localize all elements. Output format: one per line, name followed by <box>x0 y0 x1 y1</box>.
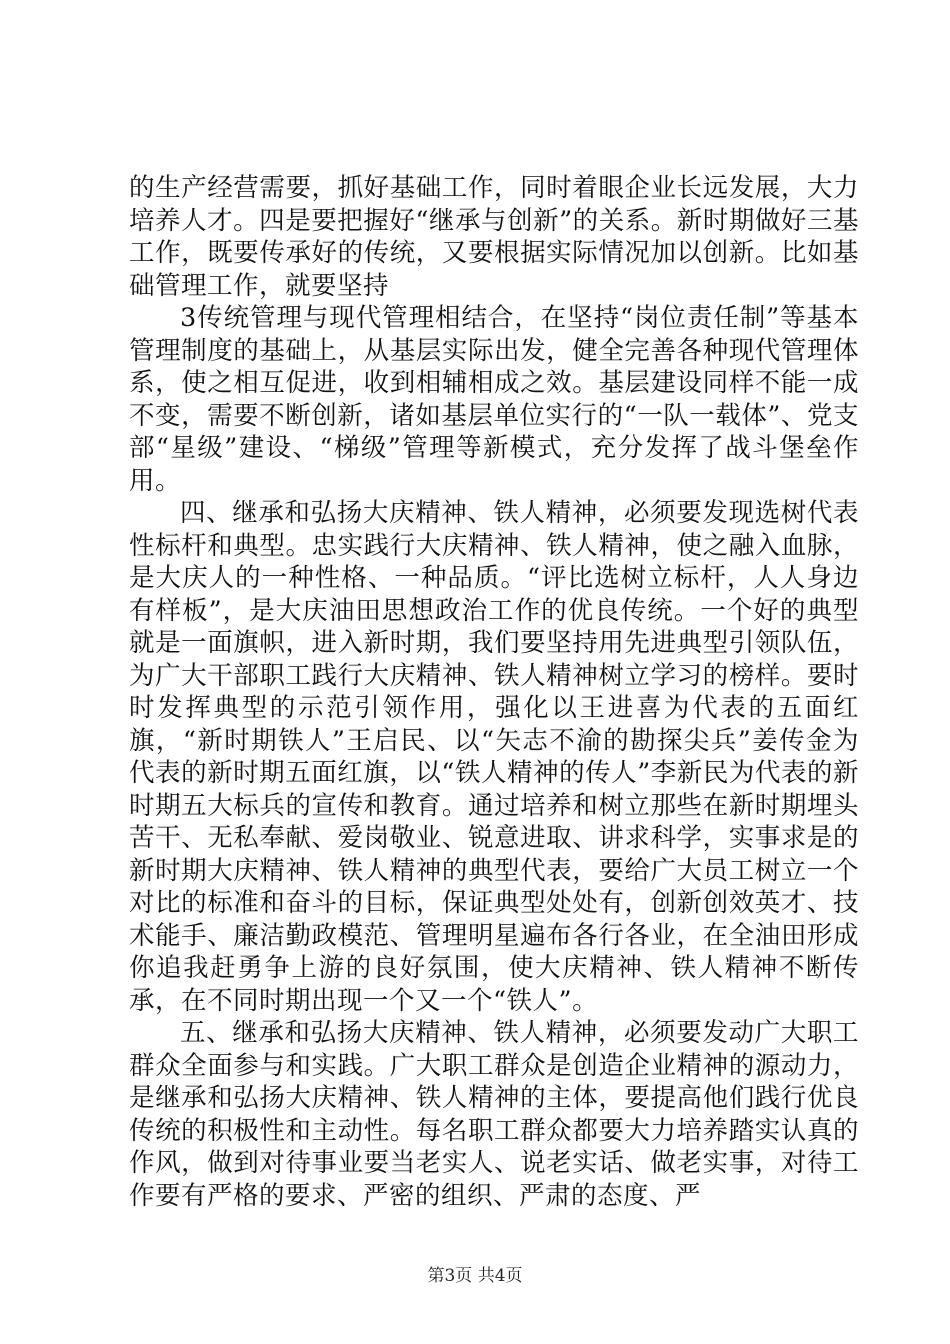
paragraph: 五、继承和弘扬大庆精神、铁人精神，必须要发动广大职工群众全面参与和实践。广大职工群众是创造企业精神的源动力，是继承和弘扬大庆精神、铁人精神的主体，要提高他们践行优良传统的积极性和主动性。每名职工群众都要大力培养踏实认真的作风，做到对待事业要当老实人、说老实话、做老实事，对待工作要有严格的要求、严密的组织、严肃的态度、严 <box>129 1018 859 1211</box>
document-body <box>129 172 859 1212</box>
paragraph: 的生产经营需要，抓好基础工作，同时着眼企业长远发展，大力培养人才。四是要把握好“继承与创新”的关系。新时期做好三基工作，既要传承好的传统，又要根据实际情况加以创新。比如基础管理工作，就要坚持 <box>129 173 859 301</box>
paragraph: 四、继承和弘扬大庆精神、铁人精神，必须要发现选树代表性标杆和典型。忠实践行大庆精神、铁人精神，使之融入血脉，是大庆人的一种性格、一种品质。“评比选树立标杆，人人身边有样板”，是大庆油田思想政治工作的优良传统。一个好的典型就是一面旗帜，进入新时期，我们要坚持用先进典型引领队伍，为广大干部职工践行大庆精神、铁人精神树立学习的榜样。要时时发挥典型的示范引领作用，强化以王进喜为代表的五面红旗，“新时期铁人”王启民、以“矢志不渝的勘探尖兵”姜传金为代表的新时期五面红旗，以“铁人精神的传人”李新民为代表的新时期五大标兵的宣传和教育。通过培养和树立那些在新时期埋头苦干、无私奉献、爱岗敬业、锐意进取、讲求科学，实事求是的新时期大庆精神、铁人精神的典型代表，要给广大员工树立一个对比的标准和奋斗的目标，保证典型处处有，创新创效英才、技术能手、廉洁勤政模范、管理明星遍布各行各业，在全油田形成你追我赶勇争上游的良好氛围，使大庆精神、铁人精神不断传承，在不同时期出现一个又一个“铁人”。 <box>129 498 859 1016</box>
page-number-footer: 第3页 共4页 <box>427 1266 523 1286</box>
paragraph: 3传统管理与现代管理相结合，在坚持“岗位责任制”等基本管理制度的基础上，从基层实际出发，健全完善各种现代管理体系，使之相互促进，收到相辅相成之效。基层建设同样不能一成不变，需要不断创新，诸如基层单位实行的“一队一载体”、党支部“星级”建设、“梯级”管理等新模式，充分发挥了战斗堡垒作用。 <box>129 303 859 496</box>
